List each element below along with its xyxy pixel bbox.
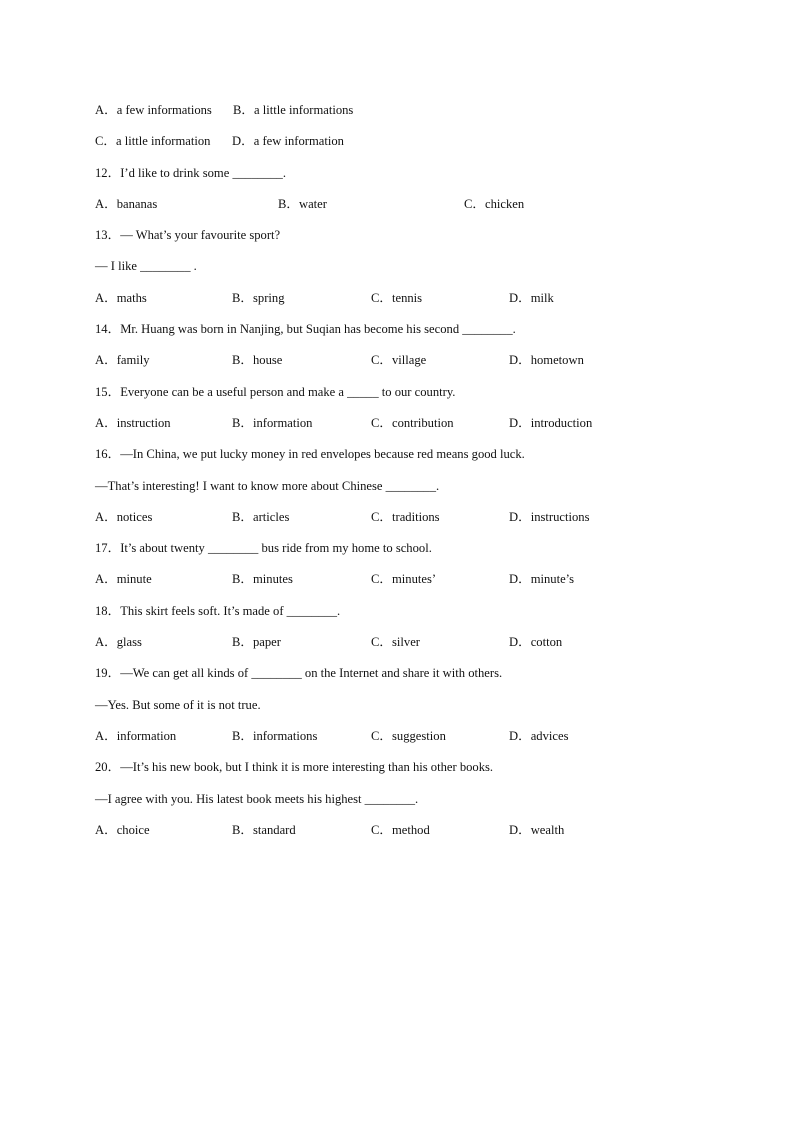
question-line xyxy=(95,383,735,414)
options-row xyxy=(95,289,735,320)
option-label: A． xyxy=(95,196,117,211)
option-label: C． xyxy=(371,509,392,524)
option-text: paper xyxy=(253,635,281,650)
question-line xyxy=(95,664,735,695)
option-label: B． xyxy=(232,509,253,524)
option-label: C． xyxy=(371,415,392,430)
option-text: a few informations xyxy=(116,103,212,117)
option-label: A． xyxy=(95,509,117,524)
option-text: introduction xyxy=(530,415,593,430)
option-text: spring xyxy=(253,290,285,305)
question-text: — I like ________ . xyxy=(95,259,197,274)
option-text: informations xyxy=(253,728,318,743)
option-label: C． xyxy=(95,134,116,149)
option-label: D． xyxy=(509,290,531,305)
option-label: A． xyxy=(95,353,117,368)
option-text: hometown xyxy=(530,353,584,368)
exam-page xyxy=(95,101,735,852)
answer-option xyxy=(371,508,440,526)
option-text: wealth xyxy=(530,822,565,837)
question-text: 18．This skirt feels soft. It’s made of ________. xyxy=(95,603,341,618)
option-text: information xyxy=(253,415,313,430)
answer-option xyxy=(278,195,327,213)
answer-option xyxy=(509,570,574,588)
answer-option xyxy=(509,633,562,651)
answer-option xyxy=(371,633,420,651)
option-label: D． xyxy=(232,134,254,149)
option-text: traditions xyxy=(392,509,440,524)
option-text: water xyxy=(299,196,327,211)
option-text: house xyxy=(253,353,283,368)
option-label: C． xyxy=(371,822,392,837)
question-text: 17．It’s about twenty ________ bus ride from my home to school. xyxy=(95,541,432,556)
option-label: B． xyxy=(232,353,253,368)
answer-option xyxy=(371,414,454,432)
option-text: chicken xyxy=(485,196,525,211)
question-line xyxy=(95,696,735,727)
option-label: B． xyxy=(232,728,253,743)
options-row xyxy=(95,570,735,601)
answer-option xyxy=(509,508,589,526)
option-text: suggestion xyxy=(392,728,446,743)
option-label: D． xyxy=(509,572,531,587)
question-text: —Yes. But some of it is not true. xyxy=(95,697,261,712)
question-text: 20．—It’s his new book, but I think it is more interesting than his other books. xyxy=(95,760,494,775)
answer-option xyxy=(95,132,210,150)
option-label: D． xyxy=(509,353,531,368)
answer-option xyxy=(509,727,568,745)
answer-option xyxy=(509,289,554,307)
option-label: A． xyxy=(95,822,117,837)
option-label: A． xyxy=(95,635,117,650)
answer-option xyxy=(509,414,592,432)
answer-option xyxy=(95,414,171,432)
options-row xyxy=(95,821,735,852)
option-text: bananas xyxy=(116,196,158,211)
option-text: a little information xyxy=(116,134,211,149)
option-text: minutes’ xyxy=(392,572,437,587)
option-text: contribution xyxy=(392,415,454,430)
answer-option xyxy=(95,633,142,651)
answer-option xyxy=(95,351,150,369)
answer-option xyxy=(232,821,296,839)
options-row xyxy=(95,195,735,226)
option-label: D． xyxy=(509,635,531,650)
option-label: A． xyxy=(95,103,117,117)
options-row xyxy=(95,101,735,132)
answer-option xyxy=(95,570,152,588)
option-label: C． xyxy=(464,196,485,211)
answer-option xyxy=(95,508,152,526)
options-row xyxy=(95,727,735,758)
option-label: B． xyxy=(232,290,253,305)
answer-option xyxy=(233,101,353,119)
answer-option xyxy=(464,195,524,213)
option-label: C． xyxy=(371,290,392,305)
option-label: D． xyxy=(509,509,531,524)
question-line xyxy=(95,226,735,257)
question-text: 12．I’d like to drink some ________. xyxy=(95,165,286,180)
question-line xyxy=(95,164,735,195)
option-text: a few information xyxy=(253,134,344,149)
option-text: a little informations xyxy=(254,103,354,117)
option-label: A． xyxy=(95,415,117,430)
option-text: maths xyxy=(116,290,147,305)
option-label: D． xyxy=(509,728,531,743)
option-text: family xyxy=(116,353,150,368)
option-text: information xyxy=(116,728,177,743)
answer-option xyxy=(232,414,312,432)
question-line xyxy=(95,445,735,476)
option-text: glass xyxy=(116,635,142,650)
option-text: articles xyxy=(253,509,290,524)
option-label: C． xyxy=(371,635,392,650)
option-label: D． xyxy=(509,415,531,430)
question-text: 15．Everyone can be a useful person and make a _____ to our country. xyxy=(95,384,456,399)
question-text: 16．—In China, we put lucky money in red envelopes because red means good luck. xyxy=(95,447,525,462)
option-text: village xyxy=(392,353,427,368)
question-line xyxy=(95,602,735,633)
option-label: A． xyxy=(95,290,117,305)
question-line xyxy=(95,790,735,821)
option-label: B． xyxy=(278,196,299,211)
question-text: 19．—We can get all kinds of ________ on the Internet and share it with others. xyxy=(95,666,503,681)
question-line xyxy=(95,257,735,288)
question-text: —That’s interesting! I want to know more about Chinese ________. xyxy=(95,478,440,493)
answer-option xyxy=(95,289,147,307)
answer-option xyxy=(232,633,281,651)
options-row xyxy=(95,132,735,163)
answer-option xyxy=(232,351,282,369)
option-text: choice xyxy=(116,822,150,837)
option-label: B． xyxy=(233,103,254,117)
answer-option xyxy=(232,570,293,588)
question-text: 13．— What’s your favourite sport? xyxy=(95,228,281,243)
options-row xyxy=(95,351,735,382)
option-text: instructions xyxy=(530,509,590,524)
options-row xyxy=(95,633,735,664)
option-text: tennis xyxy=(392,290,423,305)
option-text: notices xyxy=(116,509,153,524)
option-text: standard xyxy=(253,822,296,837)
question-line xyxy=(95,477,735,508)
answer-option xyxy=(95,195,157,213)
answer-option xyxy=(371,289,422,307)
answer-option xyxy=(509,351,584,369)
answer-option xyxy=(371,727,446,745)
options-row xyxy=(95,508,735,539)
option-label: B． xyxy=(232,415,253,430)
answer-option xyxy=(509,821,564,839)
option-label: C． xyxy=(371,353,392,368)
question-text: 14．Mr. Huang was born in Nanjing, but Suqian has become his second ________. xyxy=(95,322,516,337)
answer-option xyxy=(232,727,317,745)
option-label: C． xyxy=(371,728,392,743)
option-text: minutes xyxy=(253,572,293,587)
option-label: A． xyxy=(95,728,117,743)
option-label: B． xyxy=(232,822,253,837)
option-label: D． xyxy=(509,822,531,837)
answer-option xyxy=(232,508,289,526)
question-line xyxy=(95,539,735,570)
option-text: minute’s xyxy=(530,572,575,587)
answer-option xyxy=(95,727,176,745)
answer-option xyxy=(371,351,426,369)
option-text: method xyxy=(392,822,430,837)
option-text: minute xyxy=(116,572,152,587)
option-label: B． xyxy=(232,572,253,587)
question-line xyxy=(95,320,735,351)
option-text: instruction xyxy=(116,415,171,430)
answer-option xyxy=(232,289,284,307)
option-label: B． xyxy=(232,635,253,650)
answer-option xyxy=(95,821,150,839)
option-text: cotton xyxy=(530,635,563,650)
option-text: silver xyxy=(392,635,420,650)
option-text: milk xyxy=(530,290,554,305)
option-label: C． xyxy=(371,572,392,587)
question-line xyxy=(95,758,735,789)
question-text: —I agree with you. His latest book meets his highest ________. xyxy=(95,791,419,806)
answer-option xyxy=(371,570,436,588)
option-text: advices xyxy=(530,728,569,743)
option-label: A． xyxy=(95,572,117,587)
options-row xyxy=(95,414,735,445)
answer-option xyxy=(371,821,430,839)
answer-option xyxy=(95,101,212,119)
answer-option xyxy=(232,132,344,150)
